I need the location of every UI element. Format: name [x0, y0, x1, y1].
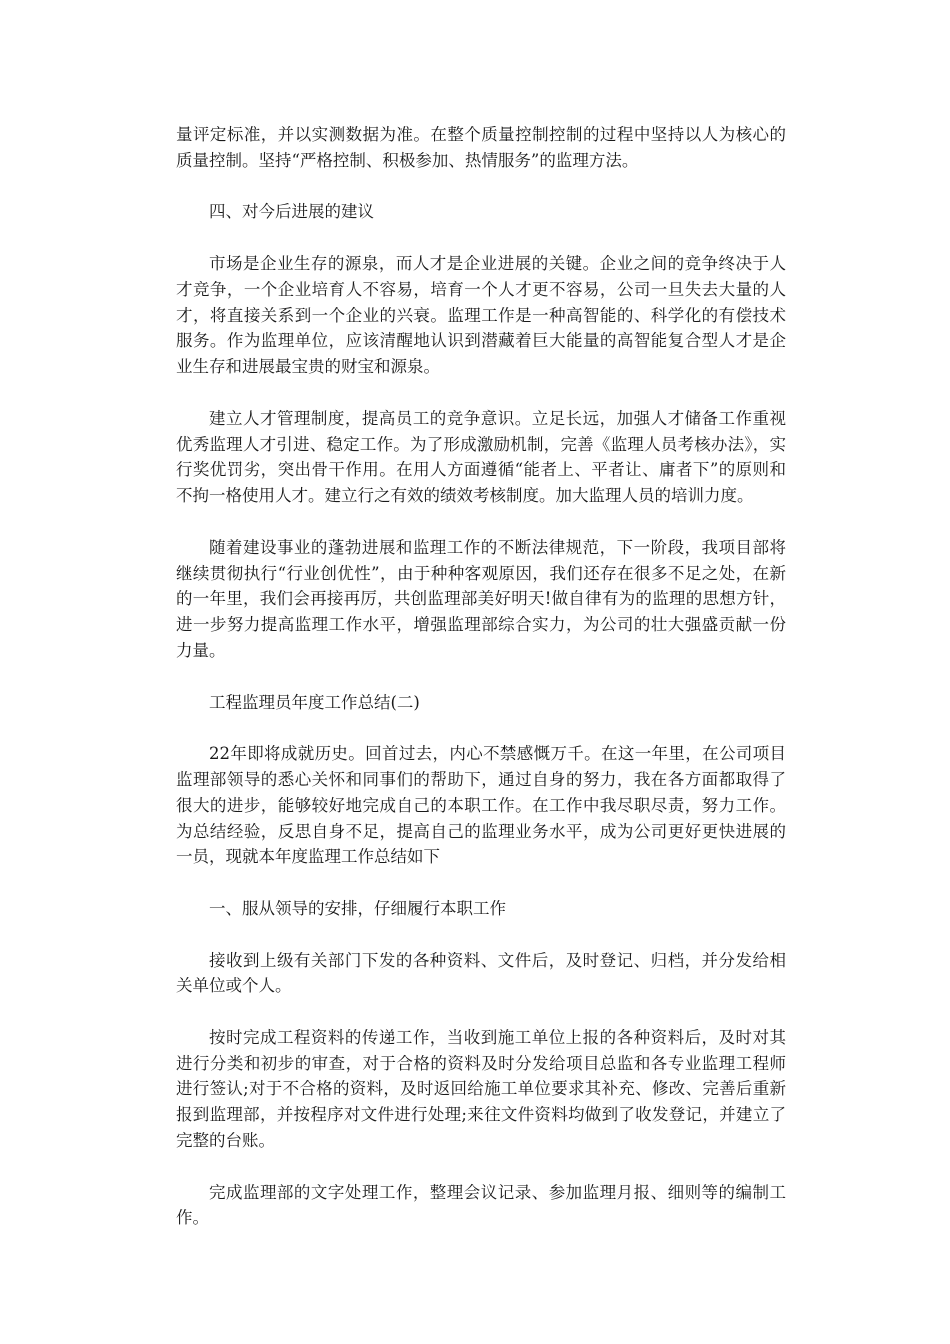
body-paragraph: 随着建设事业的蓬勃进展和监理工作的不断法律规范，下一阶段，我项目部将继续贯彻执行“行业创优性”，由于种种客观原因，我们还存在很多不足之处，在新的一年里，我们会再接再厉，共创监理部美好明天!做自律有为的监理的思想方针，进一步努力提高监理工作水平，增强监理部综合实力，为公司的壮大强盛贡献一份力量。 [176, 537, 786, 660]
paragraph-gap [176, 380, 786, 406]
paragraph-gap [176, 999, 786, 1025]
paragraph-gap [176, 870, 786, 896]
body-paragraph: 接收到上级有关部门下发的各种资料、文件后，及时登记、归档，并分发给相关单位或个人。 [176, 950, 786, 996]
body-paragraph: 按时完成工程资料的传递工作，当收到施工单位上报的各种资料后，及时对其进行分类和初步的审查，对于合格的资料及时分发给项目总监和各专业监理工程师进行签认;对于不合格的资料，及时返回给施工单位要求其补充、修改、完善后重新报到监理部，并按程序对文件进行处理;来往文件资料均做到了收发登记，并建立了完整的台账。 [176, 1027, 786, 1151]
paragraph-gap [176, 225, 786, 251]
body-paragraph: 市场是企业生存的源泉，而人才是企业进展的关键。企业之间的竞争终决于人才竞争，一个企业培育人不容易，培育一个人才更不容易，公司一旦失去大量的人才，将直接关系到一个企业的兴衰。监理工作是一种高智能的、科学化的有偿技术服务。作为监理单位，应该清醒地认识到潜藏着巨大能量的高智能复合型人才是企业生存和进展最宝贵的财宝和源泉。 [176, 253, 786, 377]
document-subtitle: 工程监理员年度工作总结(二) [209, 692, 420, 712]
body-paragraph: 完成监理部的文字处理工作，整理会议记录、参加监理月报、细则等的编制工作。 [176, 1182, 786, 1228]
paragraph-gap [176, 174, 786, 200]
paragraph-continuation: 量评定标准，并以实测数据为准。在整个质量控制控制的过程中坚持以人为核心的质量控制。坚持“严格控制、积极参加、热情服务”的监理方法。 [176, 125, 786, 170]
paragraph-gap [176, 1154, 786, 1180]
body-paragraph: 22年即将成就历史。回首过去，内心不禁感慨万千。在这一年里，在公司项目监理部领导的悉心关怀和同事们的帮助下，通过自身的努力，我在各方面都取得了很大的进步，能够较好地完成自己的本职工作。在工作中我尽职尽责，努力工作。为总结经验，反思自身不足，提高自己的监理业务水平，成为公司更好更快进展的一员，现就本年度监理工作总结如下 [176, 744, 786, 867]
paragraph-gap [176, 715, 786, 741]
section-heading-duties: 一、服从领导的安排，仔细履行本职工作 [209, 898, 506, 918]
document-page [176, 122, 786, 1231]
paragraph-gap [176, 922, 786, 948]
paragraph-gap [176, 509, 786, 535]
section-heading-suggestions: 四、对今后进展的建议 [209, 202, 374, 222]
body-paragraph: 建立人才管理制度，提高员工的竞争意识。立足长远，加强人才储备工作重视优秀监理人才引进、稳定工作。为了形成激励机制，完善《监理人员考核办法》，实行奖优罚劣，突出骨干作用。在用人方面遵循“能者上、平者让、庸者下”的原则和不拘一格使用人才。建立行之有效的绩效考核制度。加大监理人员的培训力度。 [176, 408, 786, 506]
paragraph-gap [176, 664, 786, 690]
